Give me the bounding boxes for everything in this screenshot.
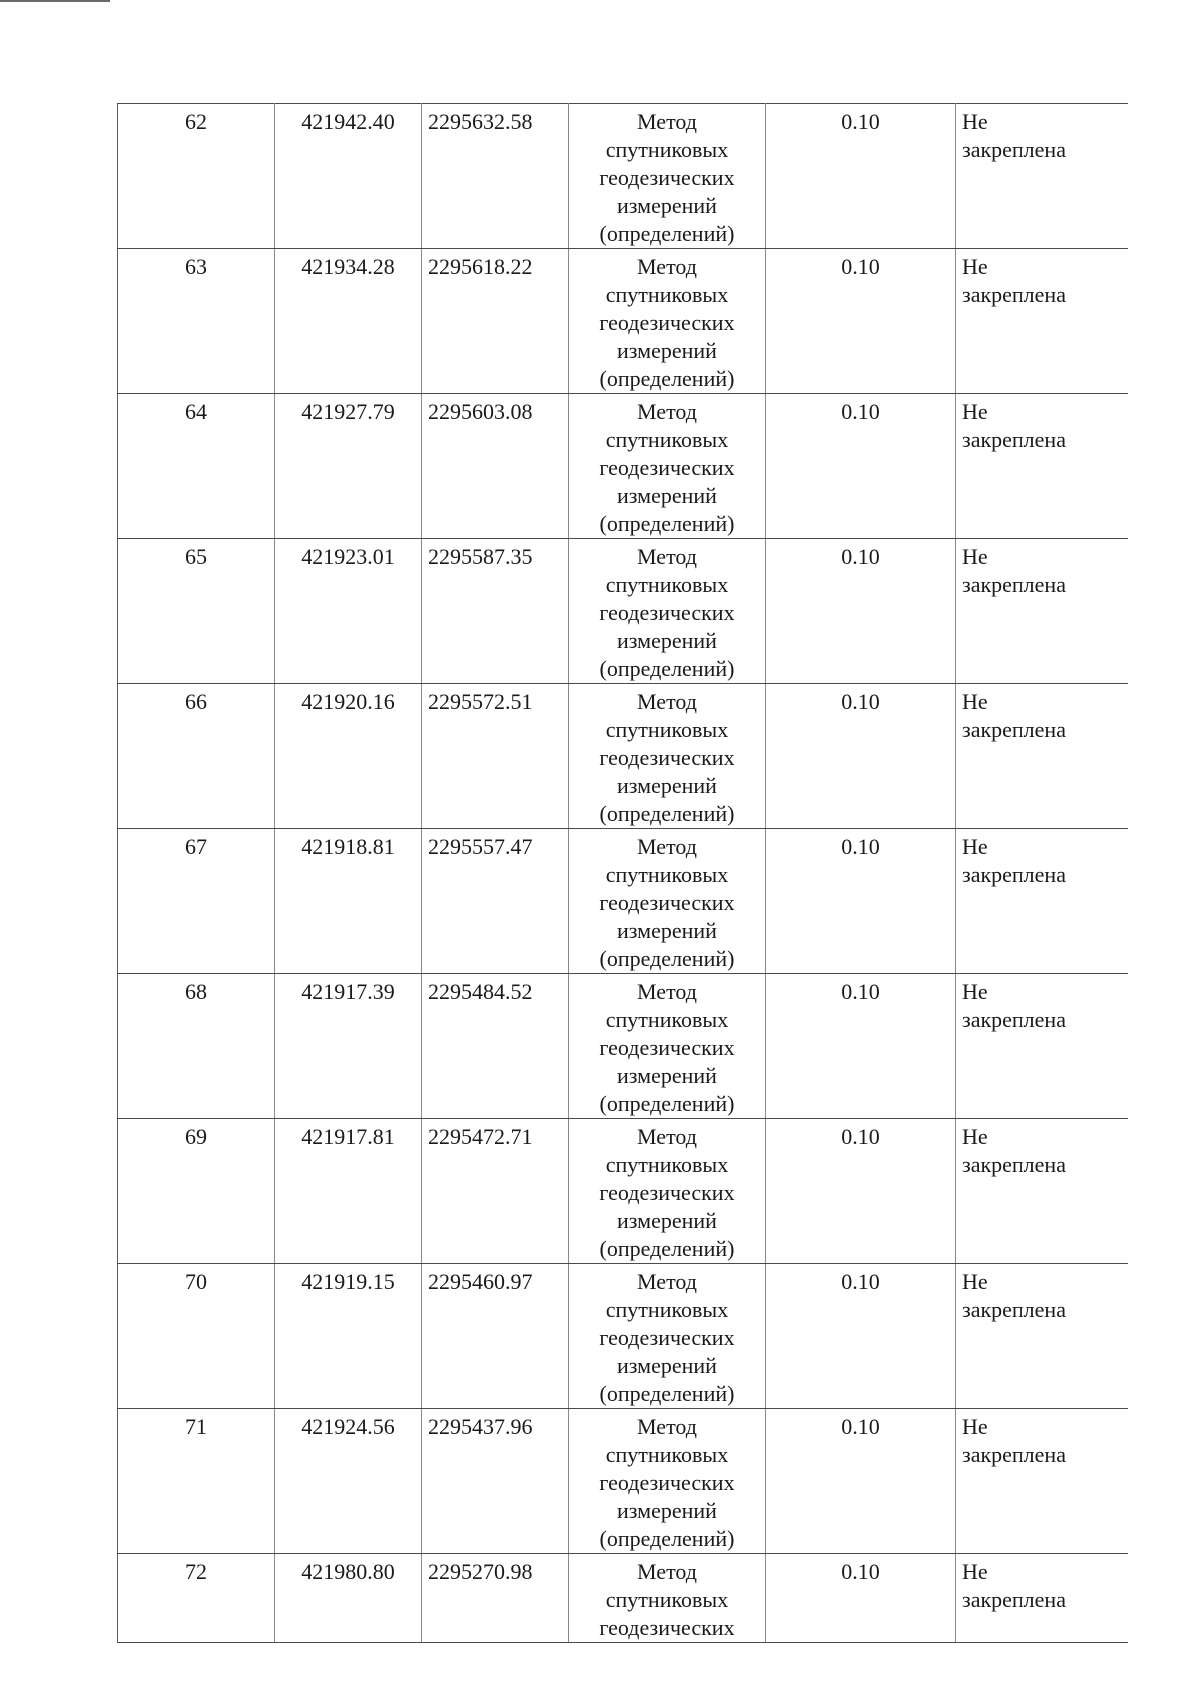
method-text-line: геодезических <box>599 1470 735 1495</box>
y-coordinate-cell: 2295437.96 <box>422 1409 569 1554</box>
y-coordinate-cell: 2295270.98 <box>422 1554 569 1643</box>
fixation-text-line: Не <box>962 1414 988 1439</box>
coordinates-table-body <box>118 104 1128 1643</box>
accuracy-cell: 0.10 <box>766 1554 956 1643</box>
method-text-line: Метод <box>637 834 697 859</box>
method-cell <box>569 1554 766 1643</box>
y-coordinate-cell: 2295603.08 <box>422 394 569 539</box>
y-coordinate-cell: 2295460.97 <box>422 1264 569 1409</box>
table-row <box>118 1119 1128 1264</box>
method-text-line: спутниковых <box>605 717 729 742</box>
method-cell <box>569 1409 766 1554</box>
method-text-line: Метод <box>637 399 697 424</box>
method-text-line: геодезических <box>599 745 735 770</box>
method-text-line: измерений <box>617 338 717 363</box>
method-text-line: измерений <box>617 1208 717 1233</box>
method-text-line: (определений) <box>599 1526 735 1551</box>
scan-edge-mark <box>0 0 110 2</box>
fixation-text-line: закреплена <box>962 1007 1066 1032</box>
method-cell <box>569 974 766 1119</box>
fixation-text-line: закреплена <box>962 862 1066 887</box>
table-row <box>118 684 1128 829</box>
method-cell <box>569 684 766 829</box>
x-coordinate-cell: 421923.01 <box>275 539 422 684</box>
x-coordinate-cell: 421920.16 <box>275 684 422 829</box>
method-cell <box>569 1264 766 1409</box>
x-coordinate-cell: 421917.81 <box>275 1119 422 1264</box>
method-text-line: (определений) <box>599 1091 735 1116</box>
fixation-text-line: закреплена <box>962 1152 1066 1177</box>
x-coordinate-cell: 421918.81 <box>275 829 422 974</box>
method-text-line: спутниковых <box>605 1297 729 1322</box>
method-text-line: Метод <box>637 1414 697 1439</box>
method-text-line: геодезических <box>599 890 735 915</box>
method-text-line: Метод <box>637 1269 697 1294</box>
x-coordinate-cell: 421917.39 <box>275 974 422 1119</box>
x-coordinate-cell: 421980.80 <box>275 1554 422 1643</box>
method-text-line: Метод <box>637 979 697 1004</box>
x-coordinate-cell: 421927.79 <box>275 394 422 539</box>
method-text-line: Метод <box>637 109 697 134</box>
method-text-line: измерений <box>617 1498 717 1523</box>
method-text-line: измерений <box>617 483 717 508</box>
table-row <box>118 1554 1128 1643</box>
method-text-line: геодезических <box>599 1035 735 1060</box>
y-coordinate-cell: 2295587.35 <box>422 539 569 684</box>
fixation-text-line: Не <box>962 109 988 134</box>
x-coordinate-cell: 421924.56 <box>275 1409 422 1554</box>
method-text-line: измерений <box>617 1353 717 1378</box>
point-number-cell: 71 <box>118 1409 275 1554</box>
accuracy-cell: 0.10 <box>766 684 956 829</box>
method-text-line: спутниковых <box>605 1152 729 1177</box>
method-text-line: геодезических <box>599 1180 735 1205</box>
method-text-line: (определений) <box>599 1236 735 1261</box>
accuracy-cell: 0.10 <box>766 829 956 974</box>
method-text-line: Метод <box>637 544 697 569</box>
y-coordinate-cell: 2295472.71 <box>422 1119 569 1264</box>
method-cell <box>569 104 766 249</box>
method-text-line: геодезических <box>599 310 735 335</box>
method-text-line: Метод <box>637 1559 697 1584</box>
method-text-line: (определений) <box>599 1381 735 1406</box>
point-number-cell: 69 <box>118 1119 275 1264</box>
fixation-text-line: Не <box>962 254 988 279</box>
accuracy-cell: 0.10 <box>766 249 956 394</box>
point-number-cell: 70 <box>118 1264 275 1409</box>
fixation-text-line: закреплена <box>962 572 1066 597</box>
fixation-text-line: закреплена <box>962 717 1066 742</box>
point-number-cell: 72 <box>118 1554 275 1643</box>
fixation-cell <box>956 684 1128 829</box>
method-cell <box>569 1119 766 1264</box>
x-coordinate-cell: 421919.15 <box>275 1264 422 1409</box>
fixation-cell <box>956 394 1128 539</box>
fixation-cell <box>956 829 1128 974</box>
fixation-text-line: Не <box>962 979 988 1004</box>
accuracy-cell: 0.10 <box>766 394 956 539</box>
coordinates-table <box>117 103 1128 1643</box>
method-text-line: спутниковых <box>605 1587 729 1612</box>
fixation-cell <box>956 539 1128 684</box>
method-text-line: геодезических <box>599 455 735 480</box>
method-text-line: спутниковых <box>605 572 729 597</box>
method-text-line: (определений) <box>599 511 735 536</box>
point-number-cell: 66 <box>118 684 275 829</box>
fixation-cell <box>956 1554 1128 1643</box>
y-coordinate-cell: 2295572.51 <box>422 684 569 829</box>
x-coordinate-cell: 421934.28 <box>275 249 422 394</box>
fixation-text-line: Не <box>962 1559 988 1584</box>
method-text-line: измерений <box>617 918 717 943</box>
fixation-text-line: Не <box>962 544 988 569</box>
method-text-line: спутниковых <box>605 427 729 452</box>
method-text-line: Метод <box>637 254 697 279</box>
method-text-line: геодезических <box>599 600 735 625</box>
fixation-text-line: Не <box>962 834 988 859</box>
method-text-line: измерений <box>617 193 717 218</box>
accuracy-cell: 0.10 <box>766 539 956 684</box>
method-text-line: измерений <box>617 773 717 798</box>
fixation-text-line: закреплена <box>962 427 1066 452</box>
fixation-cell <box>956 1409 1128 1554</box>
method-text-line: измерений <box>617 628 717 653</box>
method-text-line: спутниковых <box>605 282 729 307</box>
accuracy-cell: 0.10 <box>766 1119 956 1264</box>
table-row <box>118 539 1128 684</box>
method-text-line: геодезических <box>599 1615 735 1640</box>
method-text-line: (определений) <box>599 656 735 681</box>
method-cell <box>569 539 766 684</box>
method-text-line: Метод <box>637 689 697 714</box>
method-cell <box>569 249 766 394</box>
method-text-line: геодезических <box>599 165 735 190</box>
method-text-line: (определений) <box>599 221 735 246</box>
fixation-cell <box>956 974 1128 1119</box>
method-cell <box>569 829 766 974</box>
method-text-line: геодезических <box>599 1325 735 1350</box>
fixation-text-line: Не <box>962 399 988 424</box>
method-text-line: спутниковых <box>605 1007 729 1032</box>
accuracy-cell: 0.10 <box>766 104 956 249</box>
method-cell <box>569 394 766 539</box>
y-coordinate-cell: 2295557.47 <box>422 829 569 974</box>
point-number-cell: 68 <box>118 974 275 1119</box>
method-text-line: спутниковых <box>605 862 729 887</box>
table-row <box>118 1264 1128 1409</box>
fixation-text-line: закреплена <box>962 137 1066 162</box>
method-text-line: (определений) <box>599 801 735 826</box>
point-number-cell: 67 <box>118 829 275 974</box>
method-text-line: спутниковых <box>605 1442 729 1467</box>
fixation-cell <box>956 104 1128 249</box>
method-text-line: Метод <box>637 1124 697 1149</box>
y-coordinate-cell: 2295618.22 <box>422 249 569 394</box>
accuracy-cell: 0.10 <box>766 1409 956 1554</box>
point-number-cell: 64 <box>118 394 275 539</box>
method-text-line: измерений <box>617 1063 717 1088</box>
point-number-cell: 65 <box>118 539 275 684</box>
y-coordinate-cell: 2295632.58 <box>422 104 569 249</box>
fixation-cell <box>956 1264 1128 1409</box>
fixation-text-line: закреплена <box>962 1587 1066 1612</box>
point-number-cell: 63 <box>118 249 275 394</box>
y-coordinate-cell: 2295484.52 <box>422 974 569 1119</box>
method-text-line: спутниковых <box>605 137 729 162</box>
fixation-text-line: Не <box>962 689 988 714</box>
fixation-text-line: Не <box>962 1269 988 1294</box>
table-row <box>118 1409 1128 1554</box>
table-row <box>118 829 1128 974</box>
table-row <box>118 249 1128 394</box>
table-row <box>118 104 1128 249</box>
fixation-text-line: закреплена <box>962 1442 1066 1467</box>
table-row <box>118 974 1128 1119</box>
fixation-text-line: Не <box>962 1124 988 1149</box>
document-page <box>117 103 1127 1643</box>
x-coordinate-cell: 421942.40 <box>275 104 422 249</box>
fixation-text-line: закреплена <box>962 1297 1066 1322</box>
point-number-cell: 62 <box>118 104 275 249</box>
fixation-cell <box>956 1119 1128 1264</box>
accuracy-cell: 0.10 <box>766 974 956 1119</box>
table-row <box>118 394 1128 539</box>
method-text-line: (определений) <box>599 946 735 971</box>
method-text-line: (определений) <box>599 366 735 391</box>
fixation-cell <box>956 249 1128 394</box>
accuracy-cell: 0.10 <box>766 1264 956 1409</box>
fixation-text-line: закреплена <box>962 282 1066 307</box>
